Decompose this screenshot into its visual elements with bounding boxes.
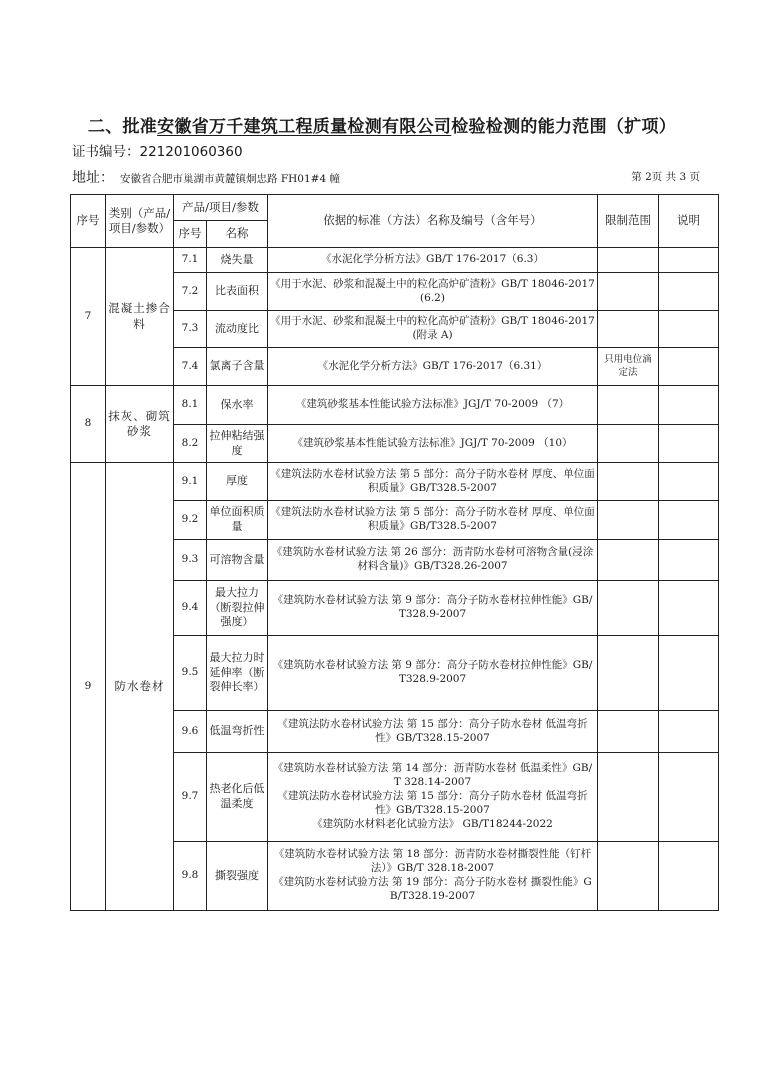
item-standard: 《建筑法防水卷材试验方法 第 15 部分：高分子防水卷材 低温弯折性》GB/T328.15-2007	[268, 711, 598, 753]
header-name: 名称	[207, 221, 268, 248]
item-note	[659, 581, 719, 636]
item-id: 8.1	[174, 386, 207, 425]
header-group: 产品/项目/参数	[174, 195, 268, 221]
item-standard: 《建筑法防水卷材试验方法 第 5 部分：高分子防水卷材 厚度、单位面积质量》GB/T328.5-2007	[268, 501, 598, 540]
item-note	[659, 711, 719, 753]
item-limit	[598, 540, 659, 581]
table-row	[71, 463, 719, 501]
standard-line: 《建筑防水卷材试验方法 第 19 部分：高分子防水卷材 撕裂性能》GB/T328.19-2007	[273, 876, 592, 902]
item-limit	[598, 386, 659, 425]
item-standard: 《用于水泥、砂浆和混凝土中的粒化高炉矿渣粉》GB/T 18046-2017(6.2)	[268, 273, 598, 311]
category-seq: 8	[71, 386, 106, 463]
page-indicator: 第 2页 共 3 页	[631, 171, 700, 183]
category-name: 混凝土掺合料	[106, 248, 174, 386]
item-name: 烧失量	[207, 248, 268, 273]
item-id: 9.7	[174, 753, 207, 842]
item-note	[659, 425, 719, 463]
item-limit	[598, 753, 659, 842]
title-suffix: 检验检测的能力范围（扩项）	[451, 117, 677, 137]
item-name: 可溶物含量	[207, 540, 268, 581]
item-id: 9.1	[174, 463, 207, 501]
item-limit	[598, 501, 659, 540]
item-note	[659, 636, 719, 711]
certificate-value: 221201060360	[139, 144, 243, 160]
item-id: 8.2	[174, 425, 207, 463]
item-note	[659, 842, 719, 911]
standard-line: 《建筑防水材料老化试验方法》 GB/T18244-2022	[312, 817, 553, 830]
item-name: 热老化后低温柔度	[207, 753, 268, 842]
item-name: 撕裂强度	[207, 842, 268, 911]
item-note	[659, 273, 719, 311]
item-limit	[598, 425, 659, 463]
item-limit	[598, 463, 659, 501]
item-id: 9.5	[174, 636, 207, 711]
item-limit	[598, 273, 659, 311]
item-note	[659, 463, 719, 501]
item-standard: 《水泥化学分析方法》GB/T 176-2017（6.31）	[268, 348, 598, 386]
company-name: 安徽省万千建筑工程质量检测有限公司	[157, 117, 452, 137]
item-name: 保水率	[207, 386, 268, 425]
item-name: 比表面积	[207, 273, 268, 311]
item-standard: 《建筑砂浆基本性能试验方法标准》JGJ/T 70-2009 （7）	[268, 386, 598, 425]
item-note	[659, 248, 719, 273]
header-limit: 限制范围	[598, 195, 659, 248]
item-limit	[598, 248, 659, 273]
certificate-number	[72, 140, 243, 160]
category-name: 防水卷材	[106, 463, 174, 911]
item-name: 最大拉力时延伸率（断裂伸长率）	[207, 636, 268, 711]
address-value: 安徽省合肥市巢湖市黄麓镇炯忠路 FH01#4 幢	[120, 173, 340, 185]
item-id: 9.8	[174, 842, 207, 911]
item-id: 7.2	[174, 273, 207, 311]
header-seq: 序号	[71, 195, 106, 248]
item-note	[659, 311, 719, 348]
certificate-label: 证书编号：	[72, 144, 140, 160]
item-id: 9.4	[174, 581, 207, 636]
table-row	[71, 248, 719, 273]
page-title	[0, 112, 764, 137]
header-row	[71, 195, 719, 221]
item-name: 厚度	[207, 463, 268, 501]
category-seq: 9	[71, 463, 106, 911]
item-standard	[268, 753, 598, 842]
item-limit	[598, 842, 659, 911]
category-seq: 7	[71, 248, 106, 386]
header-category: 类别（产品/项目/参数）	[106, 195, 174, 248]
header-note: 说明	[659, 195, 719, 248]
item-standard: 《建筑防水卷材试验方法 第 9 部分：高分子防水卷材拉伸性能》GB/T328.9-2007	[268, 636, 598, 711]
item-standard: 《建筑法防水卷材试验方法 第 5 部分：高分子防水卷材 厚度、单位面积质量》GB/T328.5-2007	[268, 463, 598, 501]
item-standard: 《建筑砂浆基本性能试验方法标准》JGJ/T 70-2009 （10）	[268, 425, 598, 463]
item-note	[659, 501, 719, 540]
item-id: 7.1	[174, 248, 207, 273]
header-sub-seq: 序号	[174, 221, 207, 248]
table-row	[71, 386, 719, 425]
item-id: 7.3	[174, 311, 207, 348]
item-standard	[268, 842, 598, 911]
category-name: 抹灰、砌筑砂浆	[106, 386, 174, 463]
standard-line: 《建筑防水卷材试验方法 第 14 部分：沥青防水卷材 低温柔性》GB/T 328.14-2007	[272, 762, 593, 789]
item-name: 低温弯折性	[207, 711, 268, 753]
item-name: 流动度比	[207, 311, 268, 348]
item-name: 氯离子含量	[207, 348, 268, 386]
item-standard: 《建筑防水卷材试验方法 第 26 部分：沥青防水卷材可溶物含量(浸涂材料含量)》GB/T328.26-2007	[268, 540, 598, 581]
capability-table	[70, 194, 719, 911]
item-name: 拉伸粘结强度	[207, 425, 268, 463]
item-note	[659, 753, 719, 842]
address-label: 地址：	[72, 170, 114, 186]
item-limit	[598, 311, 659, 348]
item-standard: 《水泥化学分析方法》GB/T 176-2017（6.3）	[268, 248, 598, 273]
item-limit	[598, 581, 659, 636]
item-limit	[598, 711, 659, 753]
item-limit	[598, 636, 659, 711]
item-note	[659, 386, 719, 425]
item-limit: 只用电位滴定法	[598, 348, 659, 386]
item-note	[659, 540, 719, 581]
item-id: 9.6	[174, 711, 207, 753]
header-standard: 依据的标准（方法）名称及编号（含年号）	[268, 195, 598, 248]
standard-line: 《建筑防水卷材试验方法 第 18 部分：沥青防水卷材撕裂性能（钉杆法）》GB/T 328.18-2007	[273, 848, 592, 875]
item-standard: 《用于水泥、砂浆和混凝土中的粒化高炉矿渣粉》GB/T 18046-2017(附录 A)	[268, 311, 598, 348]
item-name: 最大拉力（断裂拉伸强度）	[207, 581, 268, 636]
item-note	[659, 348, 719, 386]
item-name: 单位面积质量	[207, 501, 268, 540]
item-id: 9.3	[174, 540, 207, 581]
item-id: 9.2	[174, 501, 207, 540]
title-prefix: 二、批准	[87, 117, 158, 137]
standard-line: 《建筑法防水卷材试验方法 第 15 部分：高分子防水卷材 低温弯折性》GB/T328.15-2007	[277, 790, 588, 816]
address-row	[72, 167, 700, 187]
item-id: 7.4	[174, 348, 207, 386]
item-standard: 《建筑防水卷材试验方法 第 9 部分：高分子防水卷材拉伸性能》GB/T328.9-2007	[268, 581, 598, 636]
